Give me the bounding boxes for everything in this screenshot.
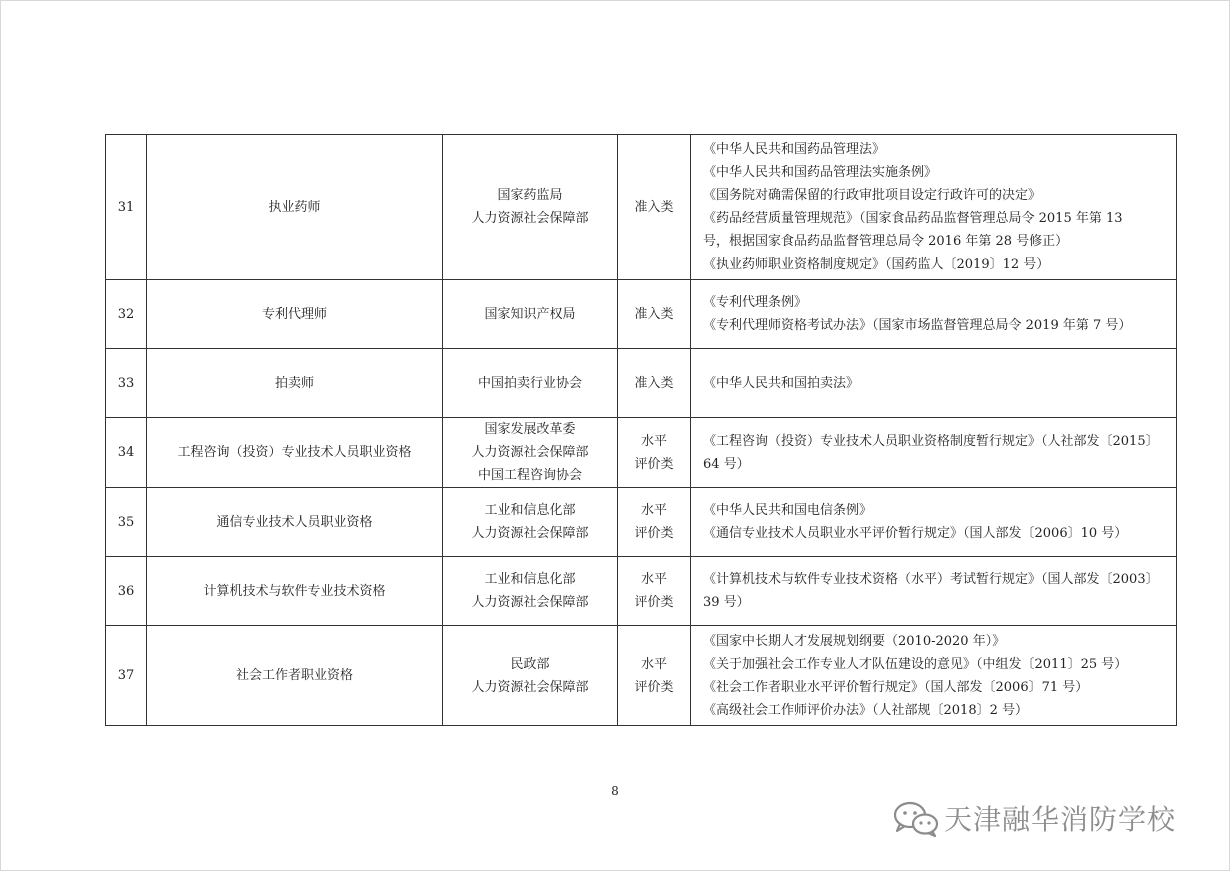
type-label: 水平 xyxy=(640,656,667,672)
qualification-name: 专利代理师 xyxy=(147,280,443,349)
type-label: 评价类 xyxy=(634,679,674,695)
qualification-name: 工程咨询（投资）专业技术人员职业资格 xyxy=(147,418,443,488)
table-row xyxy=(106,557,1177,626)
legal-basis-line: 《社会工作者职业水平评价暂行规定》（国人部发〔2006〕71 号） xyxy=(703,679,1089,695)
legal-basis-line: 《药品经营质量管理规范》（国家食品药品监督管理总局令 2015 年第 13 xyxy=(703,211,1123,226)
department-cell xyxy=(443,280,618,349)
wechat-icon xyxy=(890,798,942,838)
legal-basis-line: 《计算机技术与软件专业技术资格（水平）考试暂行规定》（国人部发〔2003〕 xyxy=(703,572,1159,587)
legal-basis-line: 《国家中长期人才发展规划纲要（2010-2020 年）》 xyxy=(703,633,1006,649)
type-label: 水平 xyxy=(640,503,667,518)
legal-basis-line: 《工程咨询（投资）专业技术人员职业资格制度暂行规定》（人社部发〔2015〕 xyxy=(703,433,1159,449)
watermark xyxy=(890,798,1176,838)
row-number: 32 xyxy=(106,280,147,349)
legal-basis-line: 《通信专业技术人员职业水平评价暂行规定》（国人部发〔2006〕10 号） xyxy=(703,526,1128,541)
legal-basis-line: 《专利代理条例》 xyxy=(703,295,808,310)
legal-basis-cell xyxy=(691,418,1177,488)
table-row xyxy=(106,418,1177,488)
legal-basis-cell xyxy=(691,280,1177,349)
legal-basis-cell xyxy=(691,626,1177,726)
legal-basis-cell xyxy=(691,349,1177,418)
table-row xyxy=(106,626,1177,726)
row-number: 35 xyxy=(106,488,147,557)
type-label: 准入类 xyxy=(634,306,674,322)
table-body xyxy=(106,135,1177,726)
row-number: 31 xyxy=(106,135,147,280)
legal-basis-line: 64 号） xyxy=(703,456,750,472)
legal-basis-cell xyxy=(691,488,1177,557)
table-row xyxy=(106,280,1177,349)
type-label: 准入类 xyxy=(634,199,674,215)
watermark-text: 天津融华消防学校 xyxy=(944,803,1177,836)
type-label: 准入类 xyxy=(634,375,674,391)
department-cell xyxy=(443,626,618,726)
row-number: 37 xyxy=(106,626,147,726)
department-name: 国家发展改革委 xyxy=(484,422,576,437)
department-cell xyxy=(443,418,618,488)
legal-basis-line: 《中华人民共和国电信条例》 xyxy=(703,503,873,518)
type-label: 评价类 xyxy=(634,526,674,541)
department-name: 人力资源社会保障部 xyxy=(471,445,589,460)
department-name: 人力资源社会保障部 xyxy=(471,211,589,226)
department-name: 人力资源社会保障部 xyxy=(471,595,589,610)
page-number: 8 xyxy=(611,784,619,798)
legal-basis-line: 《国务院对确需保留的行政审批项目设定行政许可的决定》 xyxy=(703,188,1042,203)
type-label: 评价类 xyxy=(634,595,674,610)
department-name: 中国工程咨询协会 xyxy=(477,468,582,483)
department-name: 人力资源社会保障部 xyxy=(471,679,589,695)
row-number: 36 xyxy=(106,557,147,626)
department-name: 国家药监局 xyxy=(497,188,563,203)
legal-basis-line: 《中华人民共和国药品管理法实施条例》 xyxy=(703,165,938,180)
type-label: 水平 xyxy=(640,433,667,449)
qualification-type xyxy=(618,626,691,726)
table-row xyxy=(106,135,1177,280)
row-number: 33 xyxy=(106,349,147,418)
legal-basis-cell xyxy=(691,557,1177,626)
qualification-type xyxy=(618,280,691,349)
department-name: 中国拍卖行业协会 xyxy=(477,375,582,391)
department-name: 工业和信息化部 xyxy=(484,572,576,587)
department-name: 工业和信息化部 xyxy=(484,503,576,518)
legal-basis-line: 号，根据国家食品药品监督管理总局令 2016 年第 28 号修正） xyxy=(703,234,1069,249)
legal-basis-cell xyxy=(691,135,1177,280)
legal-basis-line: 《专利代理师资格考试办法》（国家市场监督管理总局令 2019 年第 7 号） xyxy=(703,318,1132,333)
department-cell xyxy=(443,349,618,418)
department-name: 国家知识产权局 xyxy=(484,306,576,322)
qualification-type xyxy=(618,488,691,557)
legal-basis-line: 《执业药师职业资格制度规定》（国药监人〔2019〕12 号） xyxy=(703,257,1050,272)
qualification-name: 执业药师 xyxy=(147,135,443,280)
qualification-type xyxy=(618,135,691,280)
type-label: 水平 xyxy=(640,572,667,587)
legal-basis-line: 《中华人民共和国药品管理法》 xyxy=(703,142,886,157)
department-name: 民政部 xyxy=(510,656,550,672)
department-cell xyxy=(443,488,618,557)
qualification-name: 拍卖师 xyxy=(147,349,443,418)
qualification-type xyxy=(618,557,691,626)
table-row xyxy=(106,488,1177,557)
legal-basis-line: 《关于加强社会工作专业人才队伍建设的意见》（中组发〔2011〕25 号） xyxy=(703,656,1128,672)
qualification-table xyxy=(105,134,1177,726)
legal-basis-line: 《中华人民共和国拍卖法》 xyxy=(703,375,860,391)
qualification-type xyxy=(618,349,691,418)
qualification-name: 计算机技术与软件专业技术资格 xyxy=(147,557,443,626)
department-cell xyxy=(443,135,618,280)
department-name: 人力资源社会保障部 xyxy=(471,526,589,541)
department-cell xyxy=(443,557,618,626)
qualification-name: 社会工作者职业资格 xyxy=(147,626,443,726)
row-number: 34 xyxy=(106,418,147,488)
table-row xyxy=(106,349,1177,418)
qualification-type xyxy=(618,418,691,488)
legal-basis-line: 《高级社会工作师评价办法》（人社部规〔2018〕2 号） xyxy=(703,702,1028,718)
legal-basis-line: 39 号） xyxy=(703,595,750,610)
qualification-name: 通信专业技术人员职业资格 xyxy=(147,488,443,557)
type-label: 评价类 xyxy=(634,456,674,472)
